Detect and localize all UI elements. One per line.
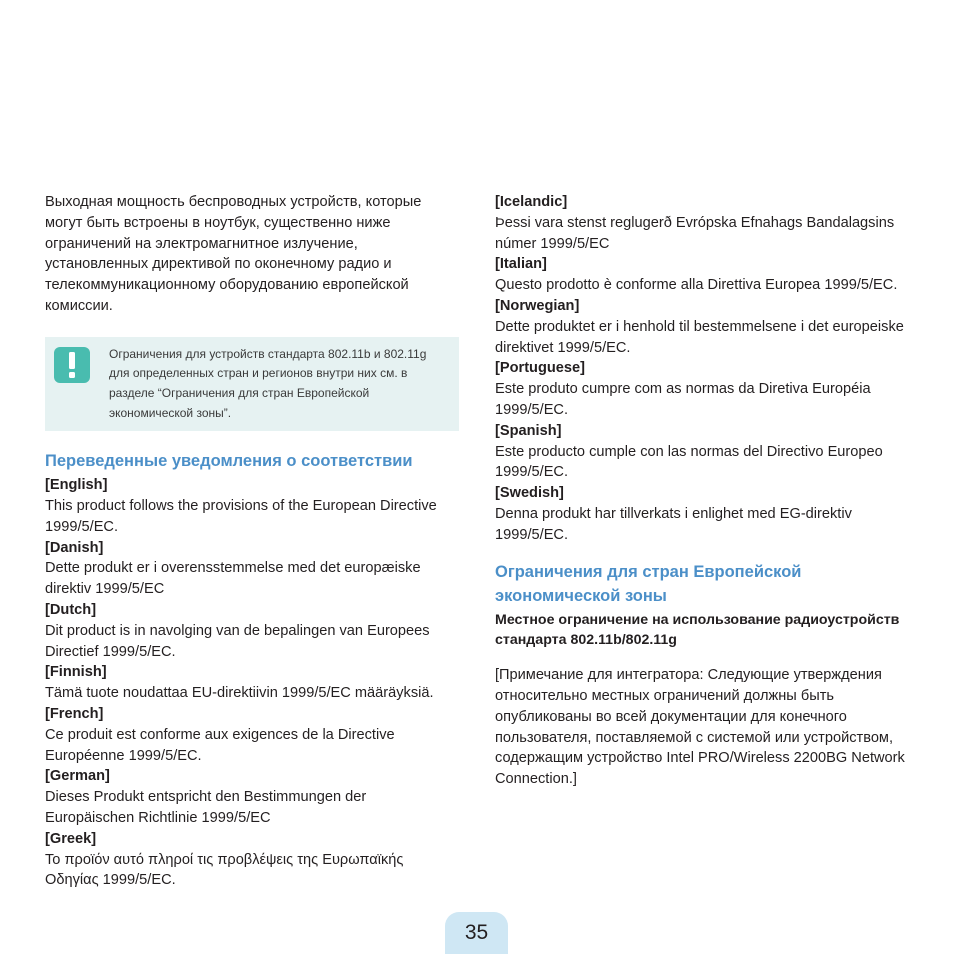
intro-paragraph: Выходная мощность беспроводных устройств, которые могут быть встроены в ноутбук, существенно ниже ограничений на электромагнитное излучение, установленных директивой по оконечному радио и телекоммуникационному оборудованию европейской комиссии. xyxy=(45,194,422,314)
language-label: [English] xyxy=(45,477,108,494)
language-label: [Danish] xyxy=(45,539,104,556)
language-text: Dette produktet er i henhold til bestemmelsene i det europeiske direktivet 1999/5/EC. xyxy=(495,318,904,356)
section-heading-translated-notices: Переведенные уведомления о соответствии xyxy=(45,452,413,471)
language-label: [Swedish] xyxy=(495,485,564,502)
language-label: [Italian] xyxy=(495,256,547,273)
left-entries xyxy=(45,475,459,891)
language-text: Este producto cumple con las normas del Directivo Europeo 1999/5/EC. xyxy=(495,443,883,481)
language-text: Este produto cumpre com as normas da Diretiva Européia 1999/5/EC. xyxy=(495,381,871,418)
right-entries xyxy=(495,192,909,546)
language-text: Þessi vara stenst reglugerð Evrópska Efnahags Bandalagsins númer 1999/5/EC xyxy=(495,214,895,252)
right-column xyxy=(495,192,909,790)
language-label: [German] xyxy=(45,768,110,785)
spacer xyxy=(495,546,909,560)
language-label: [French] xyxy=(45,705,104,722)
language-text: Questo prodotto è conforme alla Direttiva Europea 1999/5/EC. xyxy=(495,277,898,294)
exclamation-icon xyxy=(54,347,90,383)
language-text: Tämä tuote noudattaa EU-direktiivin 1999/5/EC määräyksiä. xyxy=(45,685,434,702)
note-box xyxy=(45,337,459,431)
language-text: This product follows the provisions of the European Directive 1999/5/EC. xyxy=(45,497,437,535)
language-text: Dit product is in navolging van de bepalingen van Europees Directief 1999/5/EC. xyxy=(45,622,430,660)
language-text: Dieses Produkt entspricht den Bestimmungen der Europäischen Richtlinie 1999/5/EC xyxy=(45,789,367,826)
language-text: Dette produkt er i overensstemmelse med det europæiske direktiv 1999/5/EC xyxy=(45,560,421,598)
language-label: [Greek] xyxy=(45,830,97,847)
language-text: Denna produkt har tillverkats i enlighet med EG-direktiv 1999/5/EC. xyxy=(495,505,852,543)
language-label: [Icelandic] xyxy=(495,194,568,210)
language-text: Το προϊόν αυτό πληροί τις προβλέψεις της Ευρωπαϊκής Οδηγίας 1999/5/EC. xyxy=(45,851,404,889)
page-number: 35 xyxy=(445,912,508,954)
language-label: [Portuguese] xyxy=(495,360,585,377)
note-text: Ограничения для устройств стандарта 802.11b и 802.11g для определенных стран и регионов внутри них см. в разделе “Ограничения для стран Европейской экономической зоны”. xyxy=(109,346,427,420)
language-label: [Finnish] xyxy=(45,664,107,681)
section-heading-eea-restrictions: Ограничения для стран Европейской экономической зоны xyxy=(495,562,802,605)
language-label: [Dutch] xyxy=(45,601,97,618)
integrator-note: [Примечание для интегратора: Следующие утверждения относительно местных ограничений должны быть опубликованы во всей документации для конечного пользователя, поставляемой с системой или устройством, содержащим устройство Intel PRO/Wireless 2200BG Network Connection.] xyxy=(495,667,905,788)
subheading: Местное ограничение на использование радиоустройств стандарта 802.11b/802.11g xyxy=(495,611,900,649)
left-column xyxy=(45,192,459,891)
language-label: [Norwegian] xyxy=(495,297,580,314)
language-text: Ce produit est conforme aux exigences de la Directive Européenne 1999/5/EC. xyxy=(45,726,395,764)
language-label: [Spanish] xyxy=(495,422,562,439)
